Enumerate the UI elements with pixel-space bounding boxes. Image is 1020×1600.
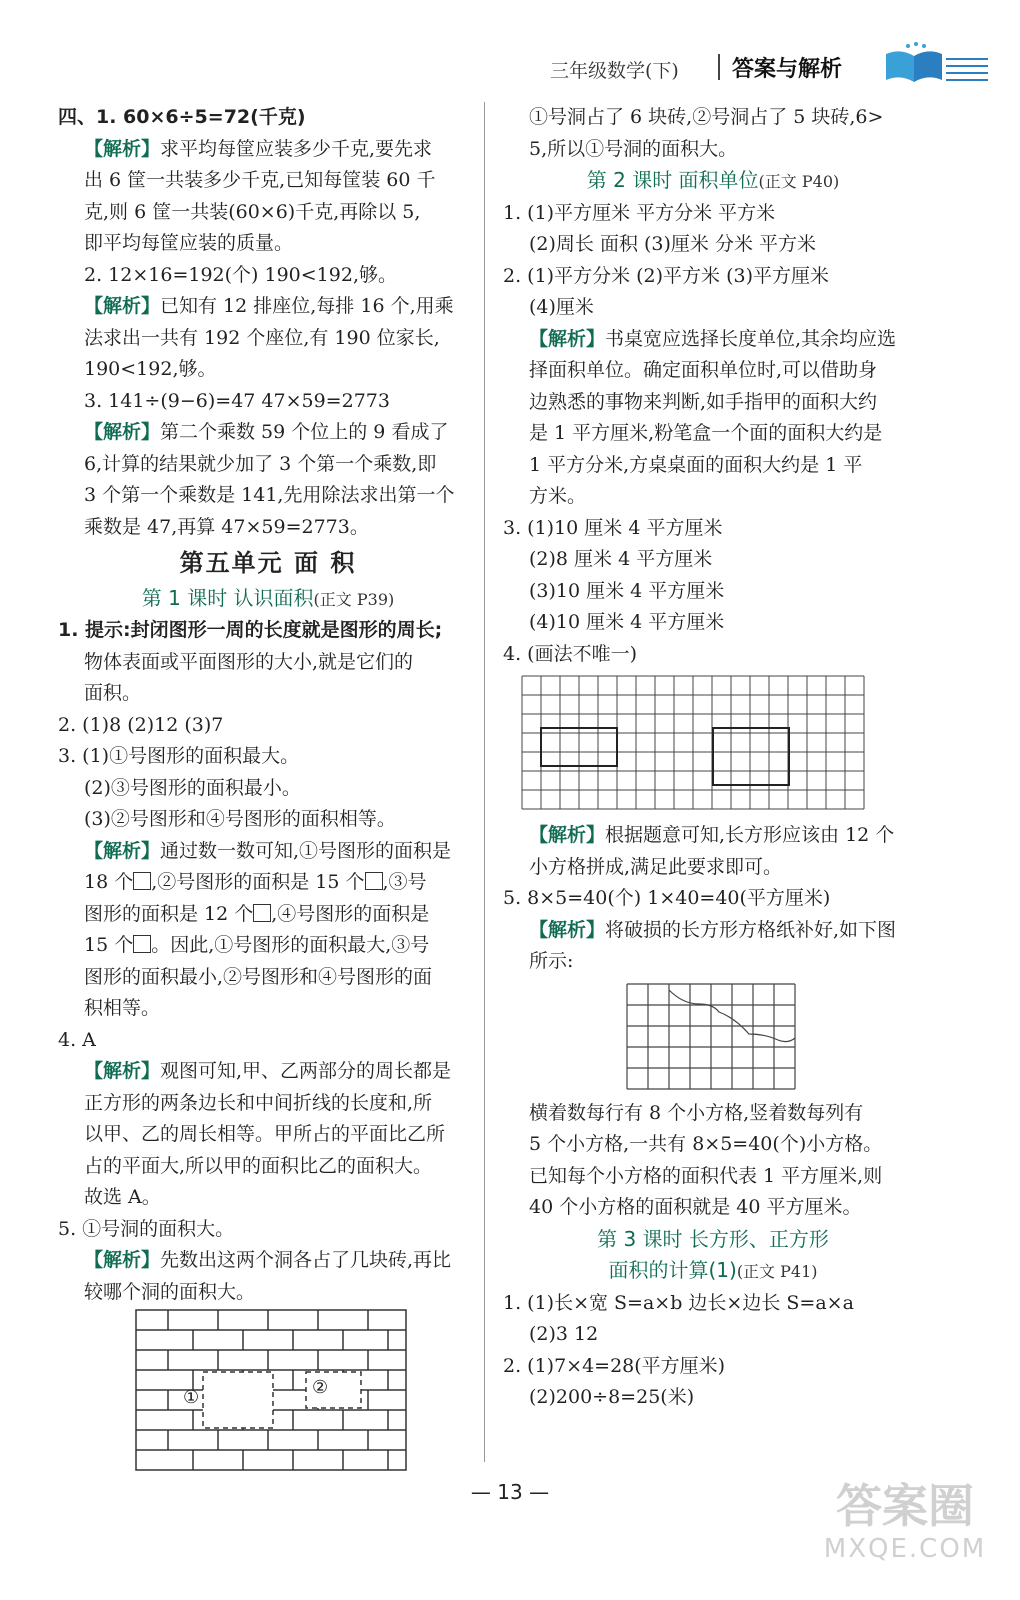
watermark-text: 答案圈 [836,1479,974,1533]
analysis-line [503,324,923,356]
text: 将破损的长方形方格纸补好,如下图 [605,918,897,941]
text-line: 小方格拼成,满足此要求即可。 [529,855,783,878]
lesson-ref: (正文 P41) [736,1262,818,1281]
lesson-heading-sub [503,1255,923,1288]
text-line: 物体表面或平面图形的大小,就是它们的 [84,650,414,673]
hole-2-label: ② [312,1377,329,1398]
watermark-url: MXQE.COM [823,1534,987,1564]
square-icon [253,904,271,922]
right-column [503,102,923,1414]
answer-line: (2)200÷8=25(米) [529,1386,695,1408]
answer-line: 5. 8×5=40(个) 1×40=40(平方厘米) [503,887,831,909]
text-line: 6,计算的结果就少加了 3 个第一个乘数,即 [84,452,437,475]
lesson-ref: (正文 P40) [758,172,840,191]
answer-line: (2)3 12 [529,1323,599,1345]
analysis-tag: 【解析】 [84,137,161,160]
book-logo-icon [880,40,990,88]
analysis-tag: 【解析】 [529,918,606,941]
text: 书桌宽应选择长度单位,其余均应选 [605,327,897,350]
text: ,③号 [382,871,427,893]
lesson-heading [58,583,478,616]
text: 观图可知,甲、乙两部分的周长都是 [160,1060,452,1082]
text-line: 占的平面大,所以甲的面积比乙的面积大。 [84,1154,433,1177]
analysis-line [58,417,478,449]
text-line: 即平均每筐应装的质量。 [84,232,294,254]
answer-line: 2. (1)平方分米 (2)平方米 (3)平方厘米 [503,264,829,287]
grid-drawing-figure [503,674,923,816]
text-line: ①号洞占了 6 块砖,②号洞占了 5 块砖,6> [529,106,884,128]
text-line [58,867,478,899]
analysis-tag: 【解析】 [84,421,161,443]
text-line: 积相等。 [84,997,161,1019]
answer-line: 四、1. 60×6÷5=72(千克) [58,106,306,128]
answer-line: 5. ①号洞的面积大。 [58,1217,235,1240]
analysis-tag: 【解析】 [529,327,606,350]
answer-line: 2. (1)7×4=28(平方厘米) [503,1354,726,1377]
text: 已知有 12 排座位,每排 16 个,用乘 [160,295,454,317]
text-line: 以甲、乙的周长相等。甲所占的平面比乙所 [84,1123,446,1145]
analysis-tag: 【解析】 [84,295,161,317]
text-line: 40 个小方格的面积就是 40 平方厘米。 [529,1196,862,1218]
text: 先数出这两个洞各占了几块砖,再比 [160,1249,452,1271]
lesson-ref: (正文 P39) [313,589,395,609]
header-divider [718,54,720,80]
text: 第二个乘数 59 个位上的 9 看成了 [160,421,449,443]
text: 根据题意可知,长方形应该由 12 个 [605,824,895,846]
analysis-line [58,291,478,323]
text: 15 个 [84,934,134,956]
text-line: 面积。 [84,682,142,704]
text-line: 乘数是 47,再算 47×59=2773。 [84,515,369,538]
grade-label: 三年级数学(下) [550,60,679,82]
unit-title: 第五单元 面 积 [179,548,357,577]
text-line: 1 平方分米,方桌桌面的面积大约是 1 平 [529,453,863,476]
answer-line: 3. 141÷(9−6)=47 47×59=2773 [84,389,390,412]
answer-line: 1. (1)平方厘米 平方分米 平方米 [503,201,776,224]
answer-line: 3. (1)10 厘米 4 平方厘米 [503,516,723,539]
text: 通过数一数可知,①号图形的面积是 [160,839,452,862]
text-line: 3 个第一个乘数是 141,先用除法求出第一个 [84,484,455,506]
left-column [58,102,478,1478]
brick-wall-figure [58,1308,478,1478]
answer-line: (4)10 厘米 4 平方厘米 [529,611,725,633]
text-line: 故选 A。 [84,1186,161,1208]
text: ,④号图形的面积是 [271,902,430,925]
lesson-heading: 第 3 课时 长方形、正方形 [597,1226,829,1251]
answer-line: 4. A [58,1028,96,1051]
text-line: 190<192,够。 [84,358,217,380]
text: 18 个 [84,871,134,893]
analysis-tag: 【解析】 [529,824,606,846]
text-line: 图形的面积最小,②号图形和④号图形的面 [84,965,433,988]
text-line: 已知每个小方格的面积代表 1 平方厘米,则 [529,1164,883,1187]
answer-line: 3. (1)①号图形的面积最大。 [58,745,300,767]
answer-line: 2. (1)8 (2)12 (3)7 [58,713,224,736]
text: 求平均每筐应装多少千克,要先求 [160,137,433,160]
answer-line: 1. 提示:封闭图形一周的长度就是图形的周长; [58,619,443,641]
text-line: 是 1 平方厘米,粉笔盒一个面的面积大约是 [529,422,883,444]
text-line: 较哪个洞的面积大。 [84,1280,256,1303]
answer-line: (2)③号图形的面积最小。 [84,776,301,799]
text: ,②号图形的面积是 15 个 [151,871,365,893]
analysis-tag: 【解析】 [84,839,161,862]
analysis-line [58,1245,478,1277]
text-line: 方米。 [529,485,587,507]
text-line: 出 6 筐一共装多少千克,已知每筐装 60 千 [84,169,436,191]
lesson-title: 第 1 课时 认识面积 [141,585,314,610]
text: 。因此,①号图形的面积最大,③号 [151,934,430,956]
text-line: 法求出一共有 192 个座位,有 190 位家长, [84,326,440,349]
lesson-title: 第 2 课时 面积单位 [586,168,759,192]
answer-line: 4. (画法不唯一) [503,642,637,665]
lesson-title: 面积的计算(1) [608,1258,737,1282]
analysis-tag: 【解析】 [84,1060,161,1082]
analysis-line [58,134,478,166]
hole-1-label: ① [183,1387,200,1408]
text-line: 5,所以①号洞的面积大。 [529,137,738,160]
analysis-line [503,915,923,947]
text-line: 正方形的两条边长和中间折线的长度和,所 [84,1091,433,1114]
square-icon [133,935,151,953]
text-line: 5 个小方格,一共有 8×5=40(个)小方格。 [529,1133,883,1155]
repaired-grid-figure [503,982,923,1094]
answer-line: 1. (1)长×宽 S=a×b 边长×边长 S=a×a [503,1291,854,1314]
text-line [58,930,478,962]
page-number: — 13 — [470,1480,550,1504]
square-icon [133,872,151,890]
lesson-heading [503,165,923,198]
answer-line: (2)8 厘米 4 平方厘米 [529,548,713,570]
text-line: 所示: [529,950,574,972]
text-line: 横着数每行有 8 个小方格,竖着数每列有 [529,1101,864,1124]
answer-line: (3)10 厘米 4 平方厘米 [529,579,725,602]
analysis-line [58,836,478,868]
column-divider [484,102,485,1462]
text-line: 边熟悉的事物来判断,如手指甲的面积大约 [529,390,878,413]
analysis-tag: 【解析】 [84,1249,161,1271]
page-header [520,40,990,88]
answer-line: (2)周长 面积 (3)厘米 分米 平方米 [529,233,816,255]
answer-line: (3)②号图形和④号图形的面积相等。 [84,808,396,830]
analysis-line [503,820,923,852]
text-line [58,899,478,931]
answers-title: 答案与解析 [732,57,843,82]
watermark [810,1478,1000,1588]
text: 图形的面积是 12 个 [84,902,254,925]
text-line: 克,则 6 筐一共装(60×6)千克,再除以 5, [84,200,421,223]
square-icon [365,872,383,890]
answer-line: (4)厘米 [529,296,594,318]
answer-line: 2. 12×16=192(个) 190<192,够。 [84,263,397,286]
text-line: 择面积单位。确定面积单位时,可以借助身 [529,359,878,381]
analysis-line [58,1056,478,1088]
